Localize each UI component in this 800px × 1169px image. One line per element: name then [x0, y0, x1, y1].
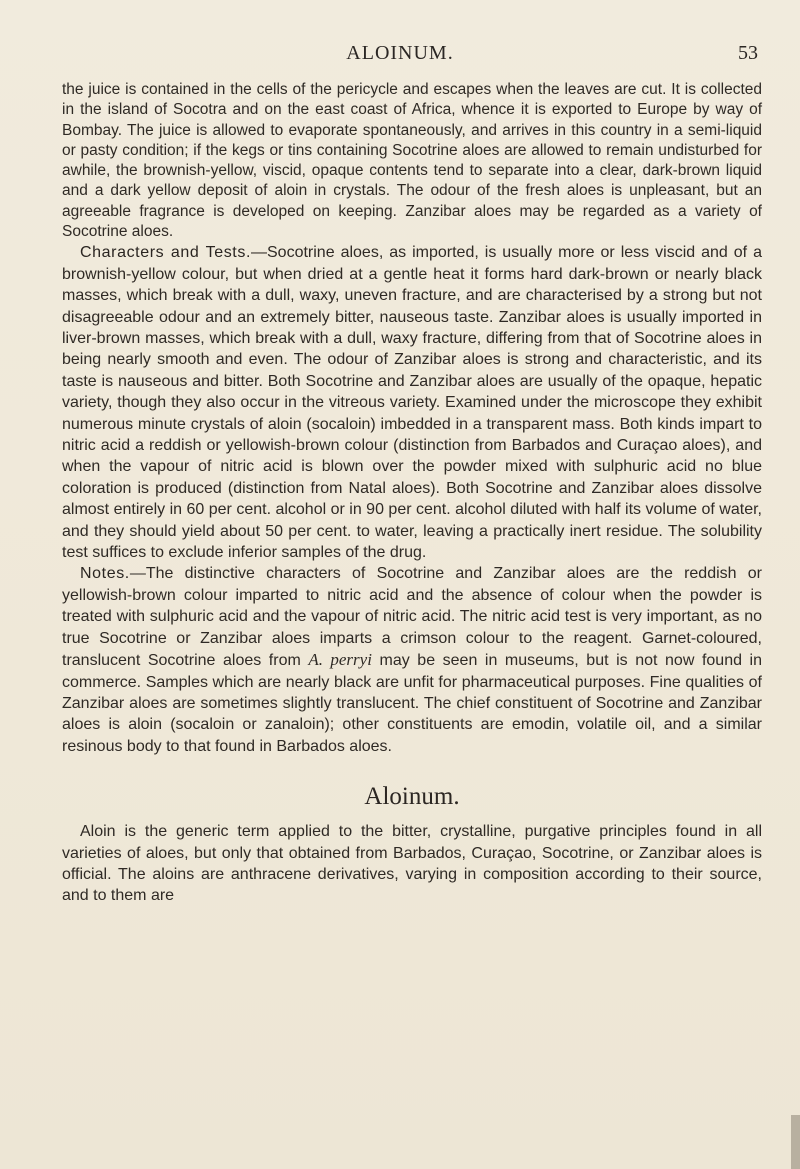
body-text [62, 80, 762, 907]
page-edge-shadow [791, 1115, 800, 1169]
paragraph-notes-text-a: —The distinctive characters of Socotrine and Zanzibar aloes are the reddish or yellowish-brown colour imparted to nitric acid and the absence of colour when the powder is treated with sulphuric acid and the vapour of nitric acid. The nitric acid test is very important, as no true Socotrine or Zanzibar aloes imparts a crimson colour to the reagent. Garnet-coloured, translucent Socotrine aloes from [62, 565, 762, 670]
species-name: A. perryi [308, 650, 372, 670]
paragraph-notes-text-b: may be seen in museums, but is not now found in commerce. Samples which are nearly black are unfit for pharmaceutical purposes. Fine qualities of Zanzibar aloes are sometimes slightly translucent. The chief constituent of Socotrine and Zanzibar aloes is aloin (socaloin or zanaloin); other constituents are emodin, volatile oil, and a similar resinous body to that found in Barbados aloes. [62, 652, 763, 755]
page-number: 53 [738, 42, 758, 64]
running-head: ALOINUM. [346, 42, 454, 64]
section-heading: Aloinum. [364, 783, 460, 811]
page-header [0, 42, 800, 72]
paragraph-continuation: the juice is contained in the cells of the pericycle and escapes when the leaves are cut. It is collected in the island of Socotra and on the east coast of Africa, whence it is exported to Europe by way of Bombay. The juice is allowed to evaporate spontaneously, and arrives in this country in a semi-liquid or pasty condition; if the kegs or tins containing Socotrine aloes are allowed to remain undisturbed for awhile, the brownish-yellow, viscid, opaque contents tend to separate into a clear, dark-brown liquid and a dark yellow deposit of aloin in crystals. The odour of the fresh aloes is unpleasant, but an agreeable fragrance is developed on keeping. Zanzibar aloes may be regarded as a variety of Socotrine aloes. [62, 81, 762, 241]
paragraph-notes [62, 563, 762, 757]
paragraph-aloinum: Aloin is the generic term applied to the bitter, crystalline, purgative principles found in all varieties of aloes, but only that obtained from Barbados, Curaçao, Socotrine, or Zanzibar aloes is official. The aloins are anthracene derivatives, varying in composition according to their source, and to them are [62, 823, 762, 905]
run-in-heading-notes: Notes. [80, 565, 130, 583]
paragraph-characters-and-tests [62, 242, 762, 563]
run-in-heading-characters: Characters and Tests. [80, 244, 251, 262]
paragraph-characters-text: —Socotrine aloes, as imported, is usually more or less viscid and of a brownish-yellow colour, but when dried at a gentle heat it forms hard dark-brown or nearly black masses, which break with a dull, waxy, uneven fracture, and are characterised by a strong but not disagreeable odour and an extremely bitter, nauseous taste. Zanzibar aloes is usually imported in liver-brown masses, which break with a dull, waxy fracture, differing from that of Socotrine aloes in being nearly smooth and even. The odour of Zanzibar aloes is strong and characteristic, and its taste is nauseous and bitter. Both Socotrine and Zanzibar aloes are usually of the opaque, hepatic variety, though they also occur in the vitreous variety. Examined under the microscope they exhibit numerous minute crystals of aloin (socaloin) imbedded in a transparent mass. Both kinds impart to nitric acid a reddish or yellowish-brown colour (distinction from Barbados and Curaçao aloes), and when the vapour of nitric acid is blown over the powder mixed with sulphuric acid no blue coloration is produced (distinction from Natal aloes). Both Socotrine and Zanzibar aloes dissolve almost entirely in 60 per cent. alcohol or in 90 per cent. alcohol diluted with half its volume of water, and they should yield about 50 per cent. to water, leaving a practically inert residue. The solubility test suffices to exclude inferior samples of the drug. [62, 244, 762, 562]
